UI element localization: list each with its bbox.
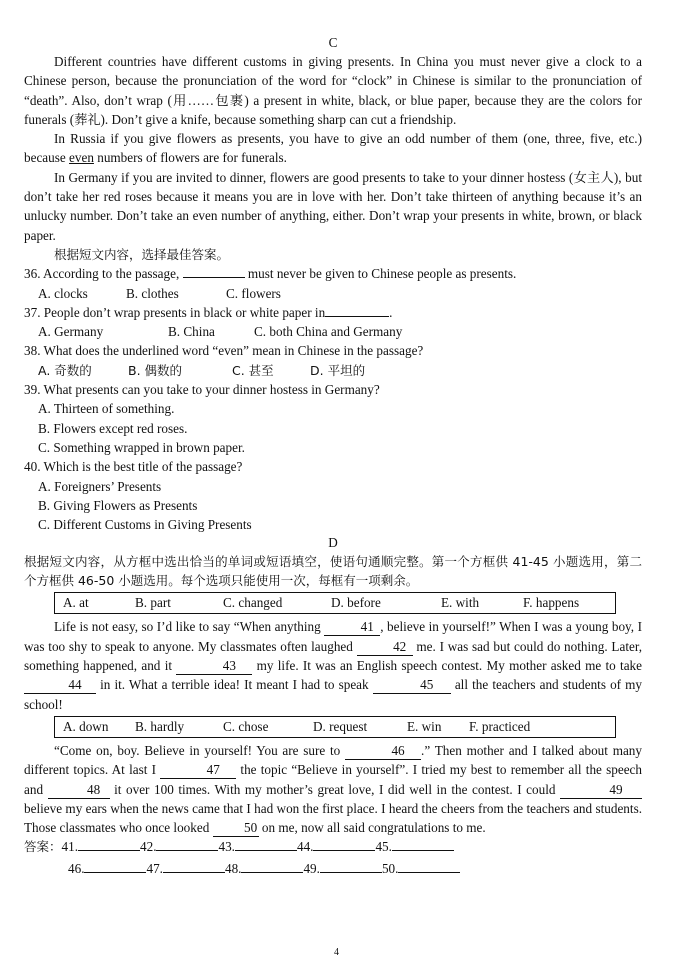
para1-text-4: my life. It was an English speech contest. My mother asked me to take xyxy=(252,658,642,674)
answer-41-label: 41. xyxy=(61,839,78,855)
word-box-1 xyxy=(54,592,616,614)
p2-text-a: In Russia if you give flowers as presents, you have to give an odd number of them (one, three, five, etc.) because xyxy=(24,131,642,166)
para2-text-2: .” Then mother and I talked about many different topics. At last I xyxy=(24,742,642,778)
question-36-blank[interactable] xyxy=(183,277,245,278)
box1-option-d: D. before xyxy=(331,595,381,611)
option-39-b[interactable]: B. Flowers except red roses. xyxy=(38,420,188,436)
option-36-b[interactable]: B. clothes xyxy=(126,285,179,301)
para1-text-5: in it. What a terrible idea! It meant I had to speak xyxy=(96,677,373,693)
passage-c-paragraph-1: Different countries have different customs in giving presents. In China you must never give a clock to a Chinese person, because the pronunciation of the word for “clock” in Chinese is similar to the pronunciation of “death”. Also, don’t wrap (用……包裹) a present in white, black, or blue paper, because they are the colors for funerals (葬礼). Don’t give a knife, because something sharp can cut a friendship. xyxy=(24,54,642,127)
box2-option-b: B. hardly xyxy=(135,718,185,734)
blank-44[interactable]: 44 xyxy=(24,677,96,694)
question-37 xyxy=(24,303,642,322)
option-37-a[interactable]: A. Germany xyxy=(38,324,104,340)
question-36-stem-b: must never be given to Chinese people as presents. xyxy=(244,266,517,282)
para2-text-5: believe my ears when the news came that I had won the first place. I heard the cheers from the teachers and students. Those classmates who once looked xyxy=(24,800,642,836)
answer-41-blank[interactable] xyxy=(78,850,140,851)
option-38-d[interactable]: D. 平坦的 xyxy=(310,362,366,378)
question-40: 40. Which is the best title of the passage? xyxy=(24,459,243,475)
question-36-stem-a: 36. According to the passage, xyxy=(24,266,183,282)
question-38: 38. What does the underlined word “even” mean in Chinese in the passage? xyxy=(24,343,424,359)
question-36 xyxy=(24,264,642,283)
answer-47-label: 47. xyxy=(146,860,163,876)
box2-option-e: E. win xyxy=(407,718,442,734)
box1-option-e: E. with xyxy=(441,595,480,611)
answer-50-blank[interactable] xyxy=(398,872,460,873)
question-38-options xyxy=(24,361,642,380)
blank-47[interactable]: 47 xyxy=(160,762,236,779)
answer-row-1 xyxy=(24,837,642,856)
answer-47-blank[interactable] xyxy=(163,872,225,873)
question-39: 39. What presents can you take to your dinner hostess in Germany? xyxy=(24,382,380,398)
answer-48-label: 48. xyxy=(224,860,242,876)
blank-48[interactable]: 48 xyxy=(48,782,110,799)
para2-text-1: “Come on, boy. Believe in yourself! You are sure to xyxy=(54,742,346,758)
option-37-c[interactable]: C. both China and Germany xyxy=(254,324,403,340)
para1-text-2: , believe in yourself!” When I was a young boy, I was too shy to speak to anyone. My classmates often laughed xyxy=(24,619,642,654)
answer-45-label: 45. xyxy=(375,839,392,855)
box2-option-a: A. down xyxy=(63,718,109,734)
option-38-b[interactable]: B. 偶数的 xyxy=(128,362,183,378)
option-37-b[interactable]: B. China xyxy=(168,324,215,340)
question-36-options xyxy=(24,284,642,303)
answer-46-label: 46. xyxy=(68,860,85,876)
p2-text-b: numbers of flowers are for funerals. xyxy=(93,150,287,166)
box2-option-d: D. request xyxy=(313,718,368,734)
answer-42-label: 42. xyxy=(140,839,157,855)
answer-46-blank[interactable] xyxy=(84,872,146,873)
option-40-c[interactable]: C. Different Customs in Giving Presents xyxy=(38,517,252,533)
answer-49-blank[interactable] xyxy=(320,872,382,873)
blank-45[interactable]: 45 xyxy=(373,677,451,694)
box2-option-f: F. practiced xyxy=(469,718,531,734)
answer-43-label: 43. xyxy=(218,839,235,855)
answer-44-label: 44. xyxy=(296,839,314,855)
para2-text-6: on me, now all said congratulations to me. xyxy=(258,820,486,836)
option-40-b[interactable]: B. Giving Flowers as Presents xyxy=(38,497,198,513)
question-37-stem-a: 37. People don’t wrap presents in black or white paper in xyxy=(24,304,326,320)
answer-45-blank[interactable] xyxy=(392,850,454,851)
blank-41[interactable]: 41 xyxy=(324,619,380,636)
section-d-instruction: 根据短文内容，从方框中选出恰当的单词或短语填空，使语句通顺完整。第一个方框供 41-45 小题选用，第二个方框供 46-50 小题选用。每个选项只能使用一次，每框有一项剩余。 xyxy=(24,554,642,589)
answer-49-label: 49. xyxy=(303,860,320,876)
para1-text-6: all the teachers and students of my school! xyxy=(24,677,642,712)
blank-49[interactable]: 49 xyxy=(560,782,642,799)
answer-row-2 xyxy=(24,859,642,878)
para2-text-3: the topic “Believe in yourself”. I tried my best to remember all the speech and xyxy=(24,762,642,797)
passage-c-paragraph-3: In Germany if you are invited to dinner, flowers are good presents to take to your dinner hostess (女主人), but don’t take her red roses because it means you are in love with her. Don’t take thirteen of anything because it’s an unlucky number. Don’t take an even number of anything, either. Don’t wrap your presents in white, brown, or black paper. xyxy=(24,169,642,243)
box1-option-f: F. happens xyxy=(523,595,580,611)
underlined-word-even: even xyxy=(69,150,94,166)
para1-text-1: Life is not easy, so I’d like to say “When anything xyxy=(54,619,325,635)
option-36-a[interactable]: A. clocks xyxy=(38,285,88,301)
question-37-blank[interactable] xyxy=(325,316,389,317)
para2-text-4: it over 100 times. With my mother’s great love, I did well in the contest. I could xyxy=(109,781,560,797)
blank-50[interactable]: 50 xyxy=(213,820,259,837)
answer-50-label: 50. xyxy=(381,860,399,876)
passage-d-paragraph-1 xyxy=(24,617,642,713)
para1-text-3: me. I was sad but could do nothing. Later, something happened, and it xyxy=(24,638,643,674)
blank-43[interactable]: 43 xyxy=(176,658,252,675)
section-d-label: D xyxy=(328,535,338,551)
option-39-c[interactable]: C. Something wrapped in brown paper. xyxy=(38,439,245,455)
box2-option-c: C. chose xyxy=(223,718,269,734)
question-37-options xyxy=(24,322,642,341)
option-38-c[interactable]: C. 甚至 xyxy=(232,362,274,378)
question-37-stem-b: . xyxy=(389,304,393,320)
answer-43-blank[interactable] xyxy=(235,850,297,851)
passage-d-paragraph-2 xyxy=(24,741,642,837)
section-c-label: C xyxy=(328,35,338,50)
answer-44-blank[interactable] xyxy=(313,850,375,851)
answer-48-blank[interactable] xyxy=(241,872,303,873)
blank-42[interactable]: 42 xyxy=(357,639,413,656)
section-c-instruction: 根据短文内容，选择最佳答案。 xyxy=(54,246,230,262)
word-box-2 xyxy=(54,716,616,738)
blank-46[interactable]: 46 xyxy=(345,743,421,760)
answer-42-blank[interactable] xyxy=(156,850,218,851)
option-39-a[interactable]: A. Thirteen of something. xyxy=(38,401,175,417)
option-36-c[interactable]: C. flowers xyxy=(226,285,281,301)
box1-option-b: B. part xyxy=(135,595,171,611)
box1-option-c: C. changed xyxy=(223,595,283,611)
box1-option-a: A. at xyxy=(63,595,89,611)
worksheet-page xyxy=(24,34,642,878)
option-38-a[interactable]: A. 奇数的 xyxy=(38,362,92,378)
page-number: 4 xyxy=(334,947,339,958)
passage-c-paragraph-2 xyxy=(24,129,642,168)
answer-label: 答案： xyxy=(24,839,62,855)
option-40-a[interactable]: A. Foreigners’ Presents xyxy=(38,478,162,494)
